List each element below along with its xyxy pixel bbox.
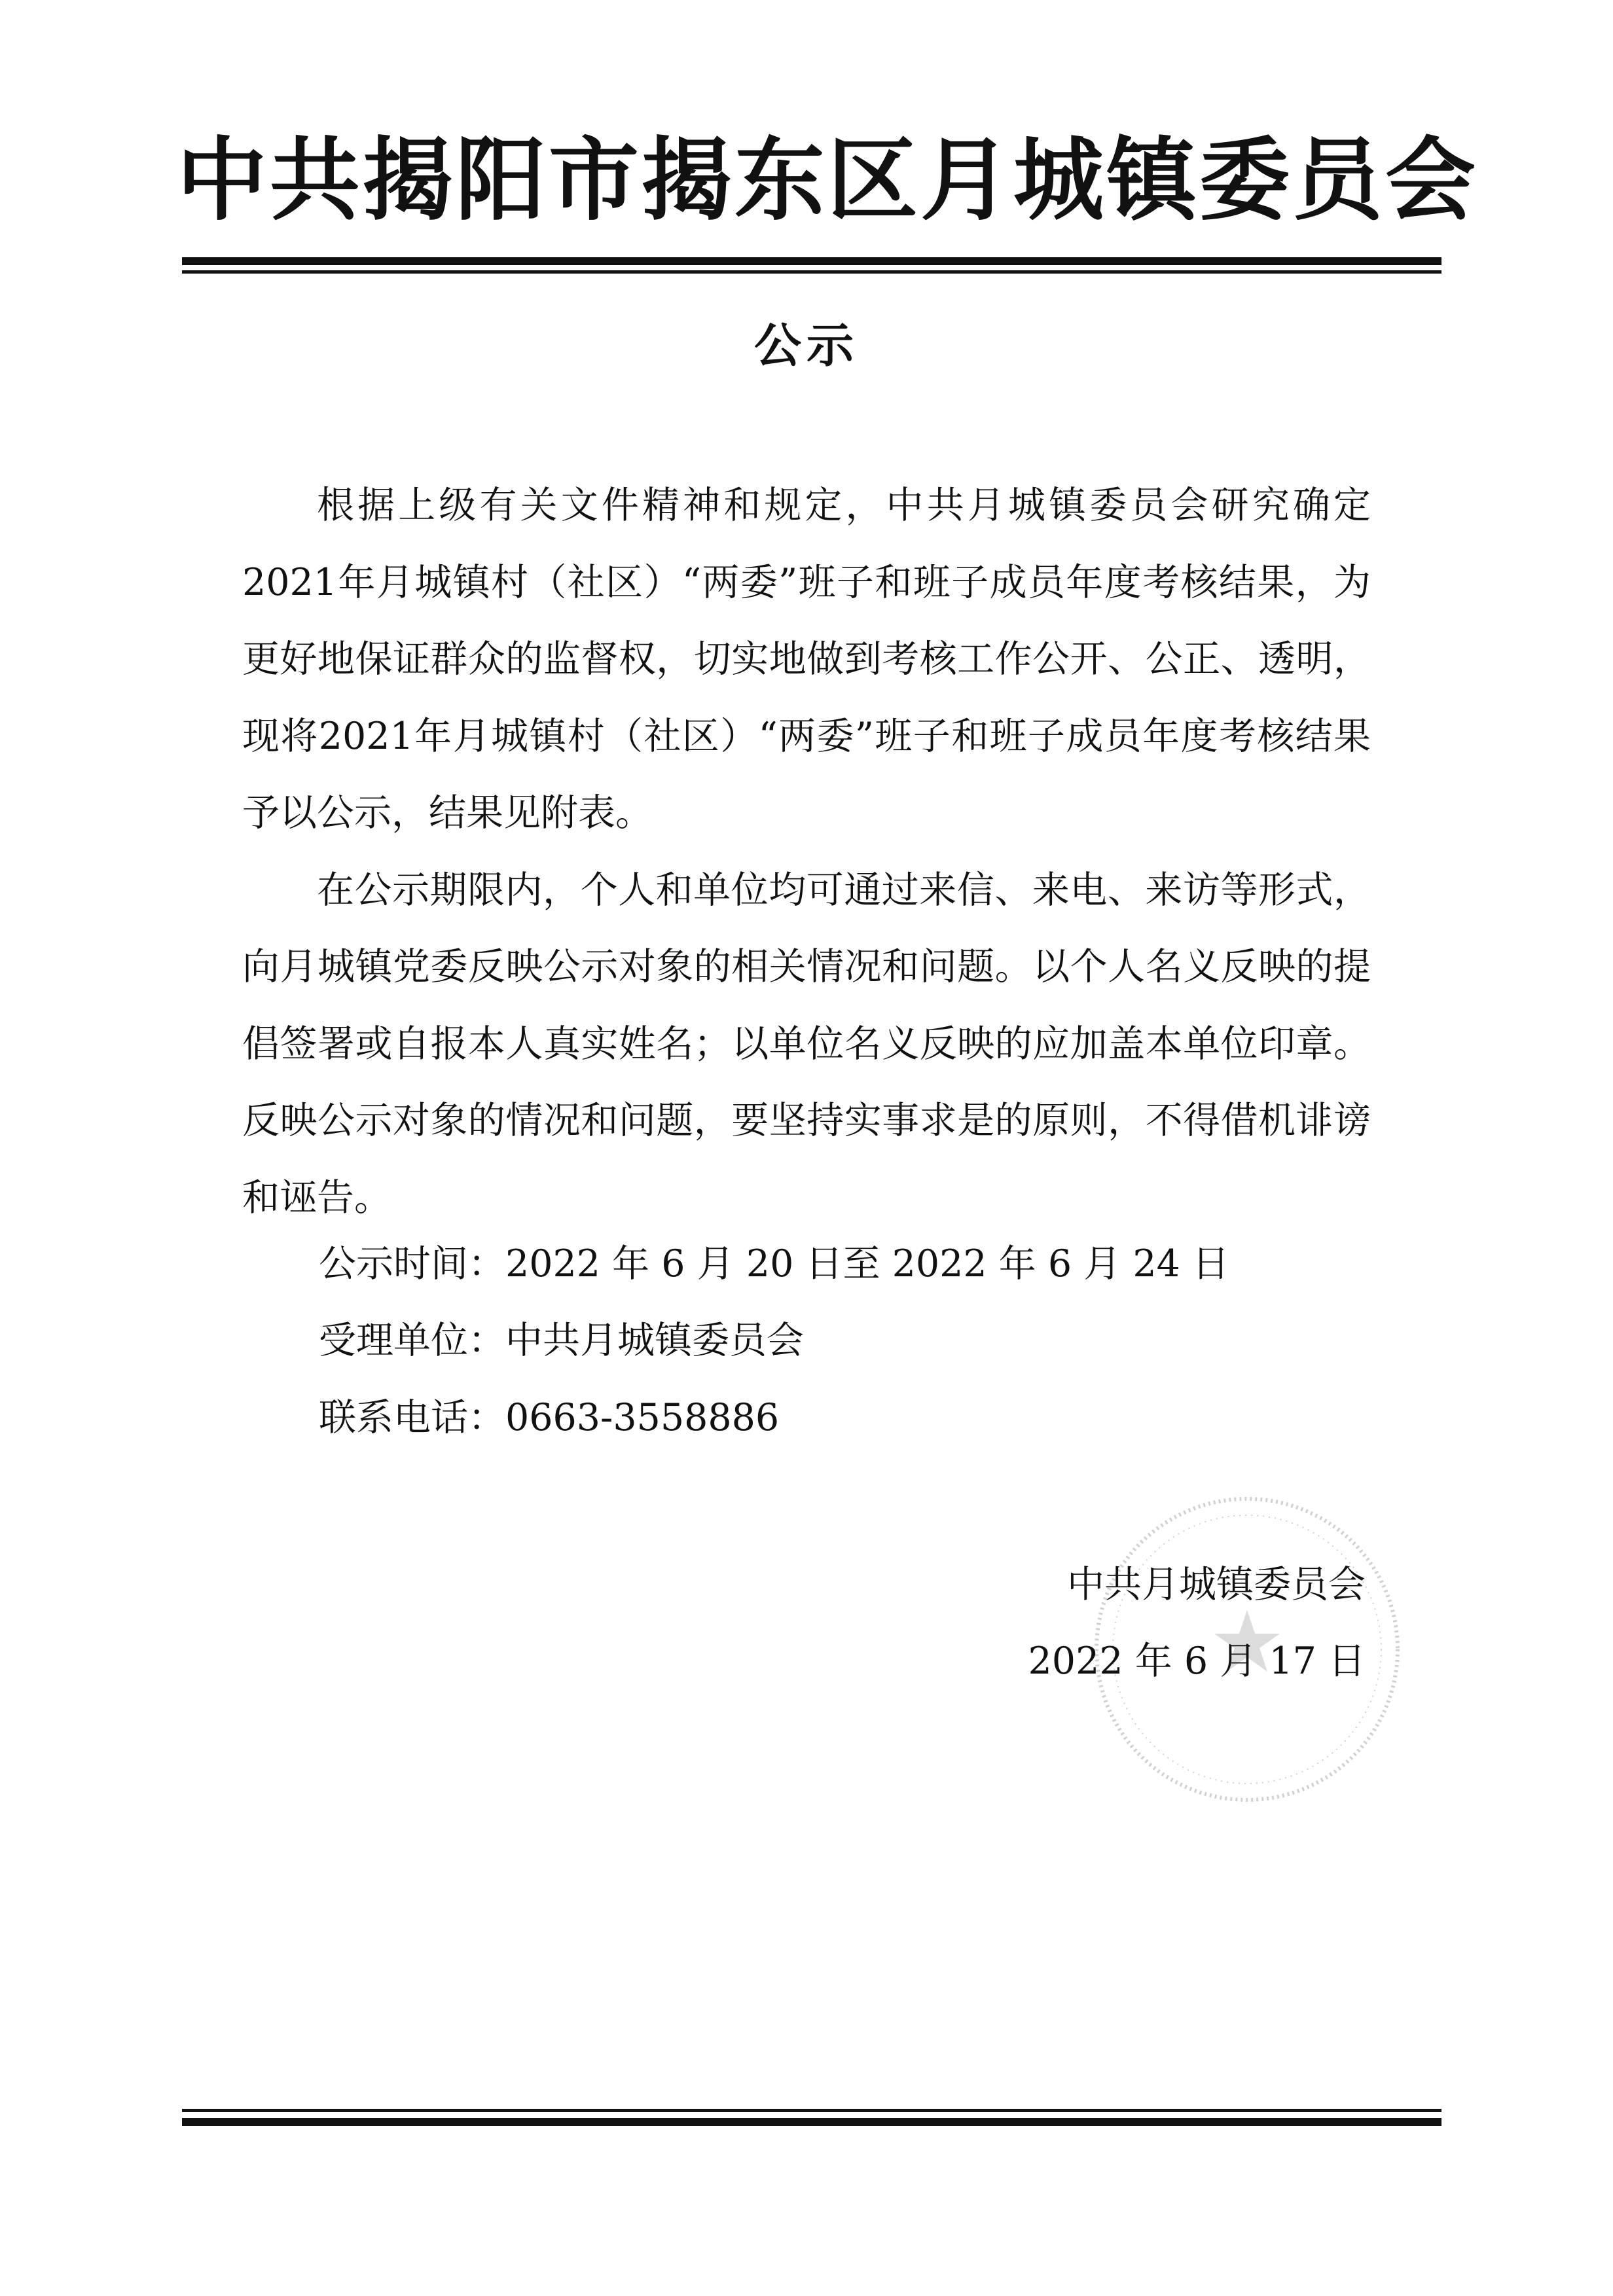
publicity-period: 公示时间：2022 年 6 月 20 日至 2022 年 6 月 24 日 (319, 1242, 1230, 1285)
footer-rule-thick (182, 2118, 1441, 2126)
receiving-office: 受理单位：中共月城镇委员会 (319, 1319, 804, 1362)
issuer-name: 中共月城镇委员会 (1067, 1563, 1366, 1606)
issue-date: 2022 年 6 月 17 日 (1028, 1640, 1366, 1683)
body-paragraph: 在公示期限内，个人和单位均可通过来信、来电、来访等形式，向月城镇党委反映公示对象的相关情况和问题。以个人名义反映的提倡签署或自报本人真实姓名；以单位名义反映的应加盖本单位印章。反映公示对象的情况和问题，要坚持实事求是的原则，不得借机诽谤和诬告。 (242, 868, 1371, 1219)
header-rule-thick (182, 257, 1441, 265)
body-paragraph: 根据上级有关文件精神和规定，中共月城镇委员会研究确定2021年月城镇村（社区）“两委”班子和班子成员年度考核结果，为更好地保证群众的监督权，切实地做到考核工作公开、公正、透明，现将2021年月城镇村（社区）“两委”班子和班子成员年度考核结果予以公示，结果见附表。 (242, 484, 1371, 834)
document-body (242, 467, 1371, 1236)
contact-phone: 联系电话：0663-3558886 (319, 1396, 780, 1439)
footer-rule-thin (182, 2109, 1441, 2112)
document-title: 公示 (753, 318, 859, 373)
organization-header: 中共揭阳市揭东区月城镇委员会 (177, 126, 1479, 233)
header-rule-thin (182, 270, 1441, 274)
